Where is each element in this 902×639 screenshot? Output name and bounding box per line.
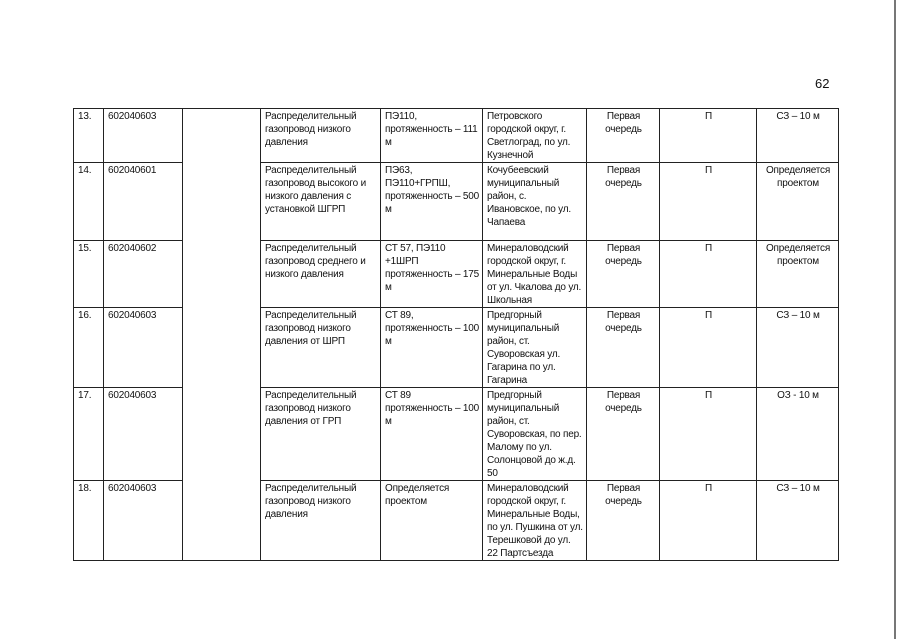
row-number: 18. bbox=[74, 481, 104, 561]
row-name: Распределительный газопровод среднего и низкого давления bbox=[261, 241, 381, 308]
row-status: П bbox=[660, 388, 757, 481]
row-number: 16. bbox=[74, 308, 104, 388]
row-name: Распределительный газопровод низкого давления от ШРП bbox=[261, 308, 381, 388]
row-location: Предгорный муниципальный район, ст. Суворовская, по пер. Малому по ул. Солонцовой до ж.д. 50 bbox=[483, 388, 587, 481]
row-status: П bbox=[660, 241, 757, 308]
row-stage: Первая очередь bbox=[587, 388, 660, 481]
row-name: Распределительный газопровод высокого и низкого давления с установкой ШГРП bbox=[261, 163, 381, 241]
row-status: П bbox=[660, 481, 757, 561]
row-params: ПЭ110, протяженность – 111 м bbox=[381, 109, 483, 163]
row-params: Определяется проектом bbox=[381, 481, 483, 561]
row-location: Минераловодский городской округ, г. Минеральные Воды, по ул. Пушкина от ул. Терешковой до ул. 22 Партсъезда bbox=[483, 481, 587, 561]
row-params: СТ 89, протяженность – 100 м bbox=[381, 308, 483, 388]
row-zone: Определяется проектом bbox=[757, 241, 839, 308]
row-status: П bbox=[660, 163, 757, 241]
row-number: 13. bbox=[74, 109, 104, 163]
row-location: Кочубеевский муниципальный район, с. Ивановское, по ул. Чапаева bbox=[483, 163, 587, 241]
row-zone: СЗ – 10 м bbox=[757, 109, 839, 163]
row-status: П bbox=[660, 308, 757, 388]
row-code: 602040603 bbox=[104, 388, 183, 481]
row-zone: СЗ – 10 м bbox=[757, 308, 839, 388]
row-code: 602040602 bbox=[104, 241, 183, 308]
row-number: 14. bbox=[74, 163, 104, 241]
data-table bbox=[73, 108, 839, 561]
row-params: СТ 89 протяженность – 100 м bbox=[381, 388, 483, 481]
row-code: 602040603 bbox=[104, 109, 183, 163]
row-stage: Первая очередь bbox=[587, 109, 660, 163]
row-stage: Первая очередь bbox=[587, 241, 660, 308]
row-zone: ОЗ - 10 м bbox=[757, 388, 839, 481]
row-code: 602040601 bbox=[104, 163, 183, 241]
row-stage: Первая очередь bbox=[587, 163, 660, 241]
row-number: 17. bbox=[74, 388, 104, 481]
row-code: 602040603 bbox=[104, 308, 183, 388]
table-row bbox=[74, 109, 839, 163]
empty-column bbox=[183, 109, 261, 561]
row-zone: Определяется проектом bbox=[757, 163, 839, 241]
row-location: Предгорный муниципальный район, ст. Суворовская ул. Гагарина по ул. Гагарина bbox=[483, 308, 587, 388]
row-name: Распределительный газопровод низкого давления от ГРП bbox=[261, 388, 381, 481]
row-code: 602040603 bbox=[104, 481, 183, 561]
row-location: Минераловодский городской округ, г. Минеральные Воды от ул. Чкалова до ул. Школьная bbox=[483, 241, 587, 308]
row-name: Распределительный газопровод низкого давления bbox=[261, 109, 381, 163]
row-status: П bbox=[660, 109, 757, 163]
row-params: СТ 57, ПЭ110 +1ШРП протяженность – 175 м bbox=[381, 241, 483, 308]
row-location: Петровского городской округ, г. Светлоград, по ул. Кузнечной bbox=[483, 109, 587, 163]
row-number: 15. bbox=[74, 241, 104, 308]
page-edge-divider bbox=[894, 0, 896, 639]
page-number: 62 bbox=[815, 76, 830, 91]
row-stage: Первая очередь bbox=[587, 308, 660, 388]
row-params: ПЭ63, ПЭ110+ГРПШ, протяженность – 500 м bbox=[381, 163, 483, 241]
row-name: Распределительный газопровод низкого давления bbox=[261, 481, 381, 561]
row-zone: СЗ – 10 м bbox=[757, 481, 839, 561]
row-stage: Первая очередь bbox=[587, 481, 660, 561]
